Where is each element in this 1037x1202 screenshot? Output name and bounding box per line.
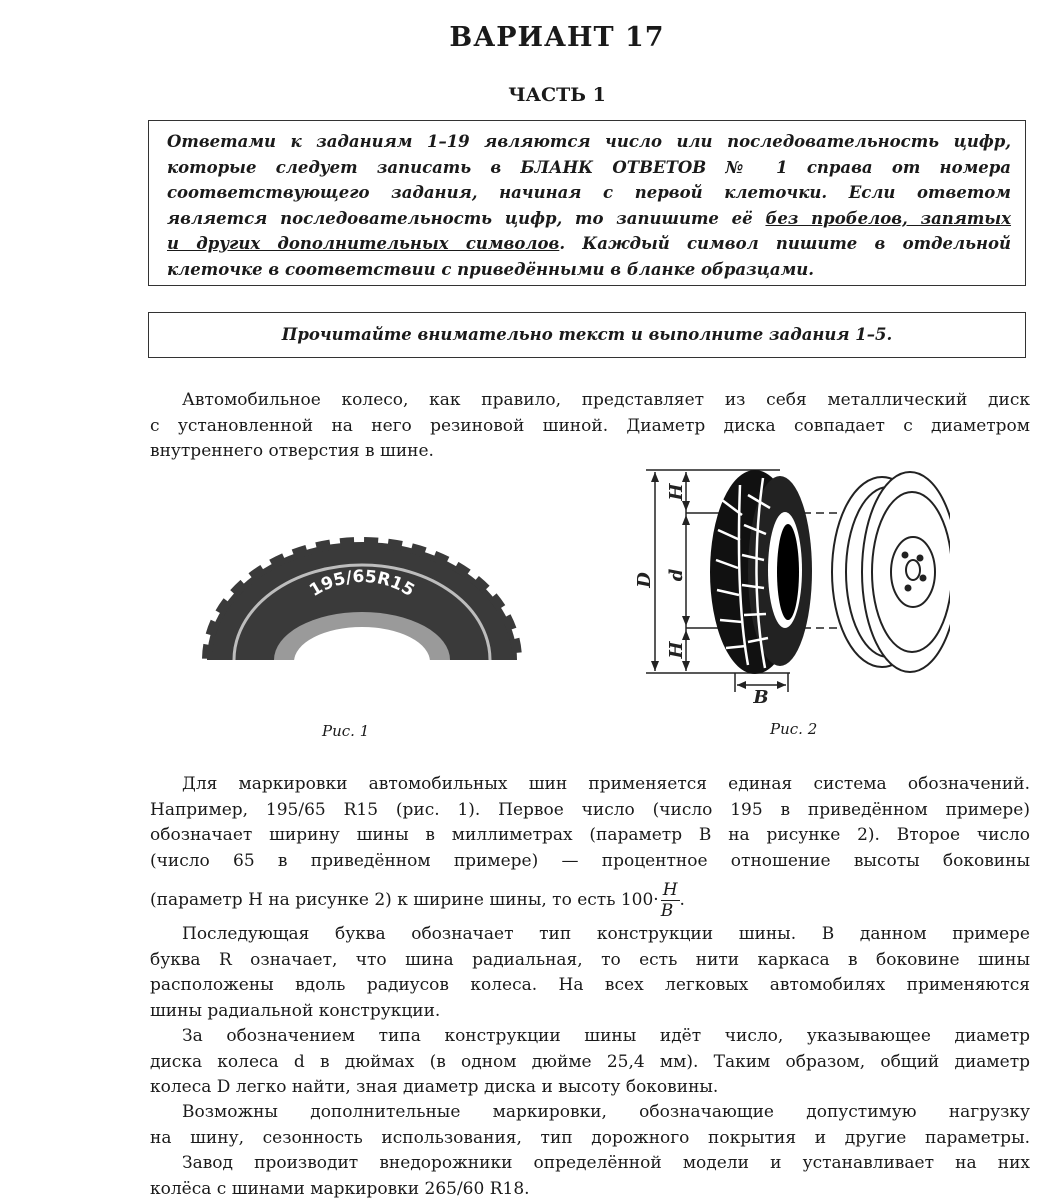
label-d: d	[666, 568, 687, 581]
paragraph-5	[150, 1100, 1030, 1151]
label-D: D	[634, 572, 655, 589]
paragraph-2	[150, 772, 1030, 921]
underlined-text: без пробелов, запятых	[765, 209, 1011, 228]
text-line: расположены вдоль радиусов колеса. На всех легковых автомобилях применяются	[150, 973, 1030, 999]
text-line-with-formula	[150, 880, 1030, 921]
paragraph-3	[150, 922, 1030, 1024]
fraction-H-over-B	[661, 880, 680, 921]
text-line: Автомобильное колесо, как правило, представляет из себя металлический диск	[150, 388, 1030, 414]
instruction-line	[167, 257, 1011, 283]
paragraph-6	[150, 1151, 1030, 1202]
underlined-text: и других дополнительных символов	[167, 234, 559, 253]
paragraph-1	[150, 388, 1030, 465]
instructions-box	[148, 120, 1026, 286]
text: .	[680, 890, 685, 910]
label-B: B	[752, 687, 768, 708]
text: соответствующего задания, начиная с первой клеточки. Если ответом	[167, 183, 1011, 202]
text: (параметр H на рисунке 2) к ширине шины, то есть 100·	[150, 890, 659, 910]
text-line: Завод производит внедорожники определённой модели и устанавливает на них	[150, 1151, 1030, 1177]
text-line: с установленной на него резиновой шиной. Диаметр диска совпадает с диаметром	[150, 414, 1030, 440]
label-H-top: H	[666, 483, 687, 502]
instruction-line	[167, 180, 1011, 206]
figure-2-caption: Рис. 2	[770, 720, 817, 738]
paragraph-4	[150, 1024, 1030, 1101]
figure-1-caption: Рис. 1	[322, 722, 369, 740]
text-line: диска колеса d в дюймах (в одном дюйме 25,4 мм). Таким образом, общий диаметр	[150, 1050, 1030, 1076]
text: которые следует записать в БЛАНК ОТВЕТОВ № 1 справа от номера	[167, 158, 1011, 177]
text: клеточке в соответствии с приведёнными в бланке образцами.	[167, 260, 814, 279]
label-H-bottom: H	[666, 641, 687, 660]
task-prompt: Прочитайте внимательно текст и выполните задания 1–5.	[282, 325, 893, 344]
text-line: колеса D легко найти, зная диаметр диска и высоту боковины.	[150, 1075, 1030, 1101]
task-prompt-box	[148, 312, 1026, 358]
figure-1-tire-marking	[195, 530, 535, 670]
instruction-line	[167, 155, 1011, 181]
instruction-line	[167, 206, 1011, 232]
instruction-line	[167, 231, 1011, 257]
text-line: Последующая буква обозначает тип конструкции шины. В данном примере	[150, 922, 1030, 948]
figure-2-wheel-diagram	[620, 460, 950, 710]
part-title: ЧАСТЬ 1	[0, 84, 1037, 106]
text-line: внутреннего отверстия в шине.	[150, 439, 1030, 465]
text: является последовательность цифр, то запишите её	[167, 209, 765, 228]
variant-title: ВАРИАНТ 17	[0, 22, 1037, 53]
text-line: Для маркировки автомобильных шин применяется единая система обозначений.	[150, 772, 1030, 798]
denominator: B	[661, 901, 680, 921]
text-line: буква R означает, что шина радиальная, то есть нити каркаса в боковине шины	[150, 948, 1030, 974]
text: . Каждый символ пишите в отдельной	[559, 234, 1011, 253]
text-line: За обозначением типа конструкции шины идёт число, указывающее диаметр	[150, 1024, 1030, 1050]
text-line: Например, 195/65 R15 (рис. 1). Первое число (число 195 в приведённом примере)	[150, 798, 1030, 824]
text-line: шины радиальной конструкции.	[150, 999, 1030, 1025]
text: Ответами к заданиям 1–19 являются число или последовательность цифр,	[167, 132, 1011, 151]
instruction-line	[167, 129, 1011, 155]
text-line: Возможны дополнительные маркировки, обозначающие допустимую нагрузку	[150, 1100, 1030, 1126]
text-line: (число 65 в приведённом примере) — процентное отношение высоты боковины	[150, 849, 1030, 875]
tire-marking-text: 195/65R15	[306, 567, 418, 601]
text-line: колёса с шинами маркировки 265/60 R18.	[150, 1177, 1030, 1202]
text-line: обозначает ширину шины в миллиметрах (параметр B на рисунке 2). Второе число	[150, 823, 1030, 849]
text-line: на шину, сезонность использования, тип дорожного покрытия и другие параметры.	[150, 1126, 1030, 1152]
numerator: H	[661, 880, 680, 901]
